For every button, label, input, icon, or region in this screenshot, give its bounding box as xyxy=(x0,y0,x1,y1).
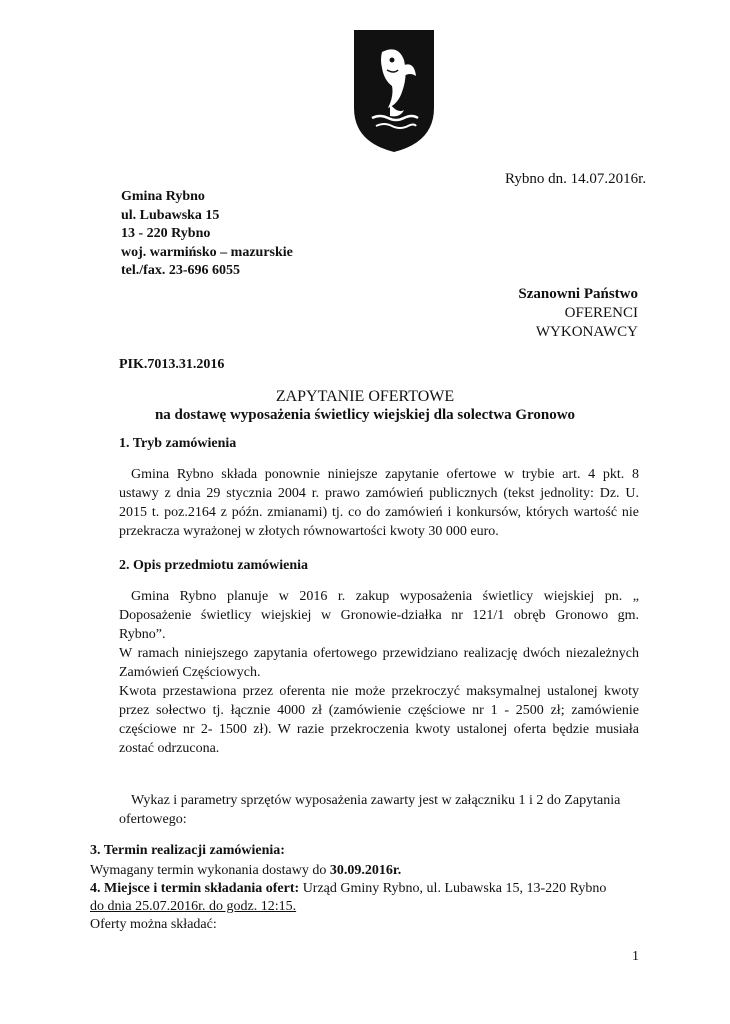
section3-date: 30.09.2016r. xyxy=(329,863,402,878)
fish-crest-icon xyxy=(354,30,434,152)
section2-heading: 2. Opis przedmiotu zamówienia xyxy=(119,558,308,573)
title-sub: na dostawę wyposażenia świetlicy wiejskiej dla solectwa Gronowo xyxy=(154,407,576,423)
sender-street: ul. Lubawska 15 xyxy=(121,207,220,223)
section4-deadline: do dnia 25.07.2016r. do godz. 12:15. xyxy=(90,899,297,914)
section1-line: ustawy z dnia 29 stycznia 2004 r. prawo zamówień publicznych (tekst jednolity: Dz. U. xyxy=(119,486,639,501)
section2-line: zostać odrzucona. xyxy=(119,741,220,756)
section2-line: W ramach niniejszego zapytania ofertowego przewidziano realizację dwóch niezależnych xyxy=(119,646,639,661)
fish-crest-logo xyxy=(354,30,434,152)
section2-line: Doposażenie świetlicy wiejskiej w Gronowie-działka nr 121/1 obręb Gronowo gm. xyxy=(119,608,639,623)
section2-attachments xyxy=(119,791,639,829)
sender-address xyxy=(121,188,293,281)
section2-line: Zamówień Częściowych. xyxy=(119,665,261,680)
section4-text: Urząd Gminy Rybno, ul. Lubawska 15, 13-220 Rybno xyxy=(299,881,607,896)
section4-heading: 4. Miejsce i termin składania ofert: xyxy=(90,881,300,896)
place-date: Rybno dn. 14.07.2016r. xyxy=(505,171,647,187)
section1-heading: 1. Tryb zamówienia xyxy=(119,436,237,451)
sender-region: woj. warmińsko – mazurskie xyxy=(121,244,293,260)
section2-line: Gmina Rybno planuje w 2016 r. zakup wyposażenia świetlicy wiejskiej pn. „ xyxy=(131,589,639,604)
section2-line: częściowe nr 2- 1500 zł). W razie przekroczenia kwoty ustalonej oferta będzie musiała xyxy=(119,722,639,737)
addressee-line3: WYKONAWCY xyxy=(535,324,638,340)
section2-line: Wykaz i parametry sprzętów wyposażenia zawarty jest w załączniku 1 i 2 do Zapytania xyxy=(131,793,621,808)
sender-phone: tel./fax. 23-696 6055 xyxy=(121,263,240,278)
section2-line: Rybno”. xyxy=(119,627,166,642)
section2-line: Kwota przestawiona przez oferenta nie może przekroczyć maksymalnej ustalonej kwoty xyxy=(119,684,639,699)
section2-line: przez sołectwo tj. łącznie 4000 zł (zamówienie częściowe nr 1 - 2500 zł; zamówienie xyxy=(119,703,639,718)
section2-body xyxy=(119,587,639,758)
sender-name: Gmina Rybno xyxy=(121,189,205,204)
section2-line: ofertowego: xyxy=(119,812,187,827)
section3-text: Wymagany termin wykonania dostawy do xyxy=(90,863,330,878)
addressee-line2: OFERENCI xyxy=(564,305,638,321)
section1-line: 2015 t. poz.2164 z późn. zmianami) tj. co do zamówień i konkursów, których wartość nie xyxy=(119,505,639,520)
addressee-salutation: Szanowni Państwo xyxy=(518,286,638,302)
section1-line: przekracza wyrażonej w złotych równowartości kwoty 30 000 euro. xyxy=(119,524,499,539)
page-number: 1 xyxy=(632,949,639,964)
title-main: ZAPYTANIE OFERTOWE xyxy=(275,388,455,405)
section4-more: Oferty można składać: xyxy=(90,917,217,932)
section3-body xyxy=(90,862,401,880)
reference-number: PIK.7013.31.2016 xyxy=(119,357,225,372)
addressee xyxy=(518,285,638,342)
section3-heading: 3. Termin realizacji zamówienia: xyxy=(90,843,285,858)
section4-line1 xyxy=(90,880,606,898)
sender-postal: 13 - 220 Rybno xyxy=(121,226,211,241)
section1-body xyxy=(119,465,639,541)
section1-line: Gmina Rybno składa ponownie niniejsze zapytanie ofertowe w trybie art. 4 pkt. 8 xyxy=(131,467,639,482)
document-title xyxy=(0,388,730,424)
